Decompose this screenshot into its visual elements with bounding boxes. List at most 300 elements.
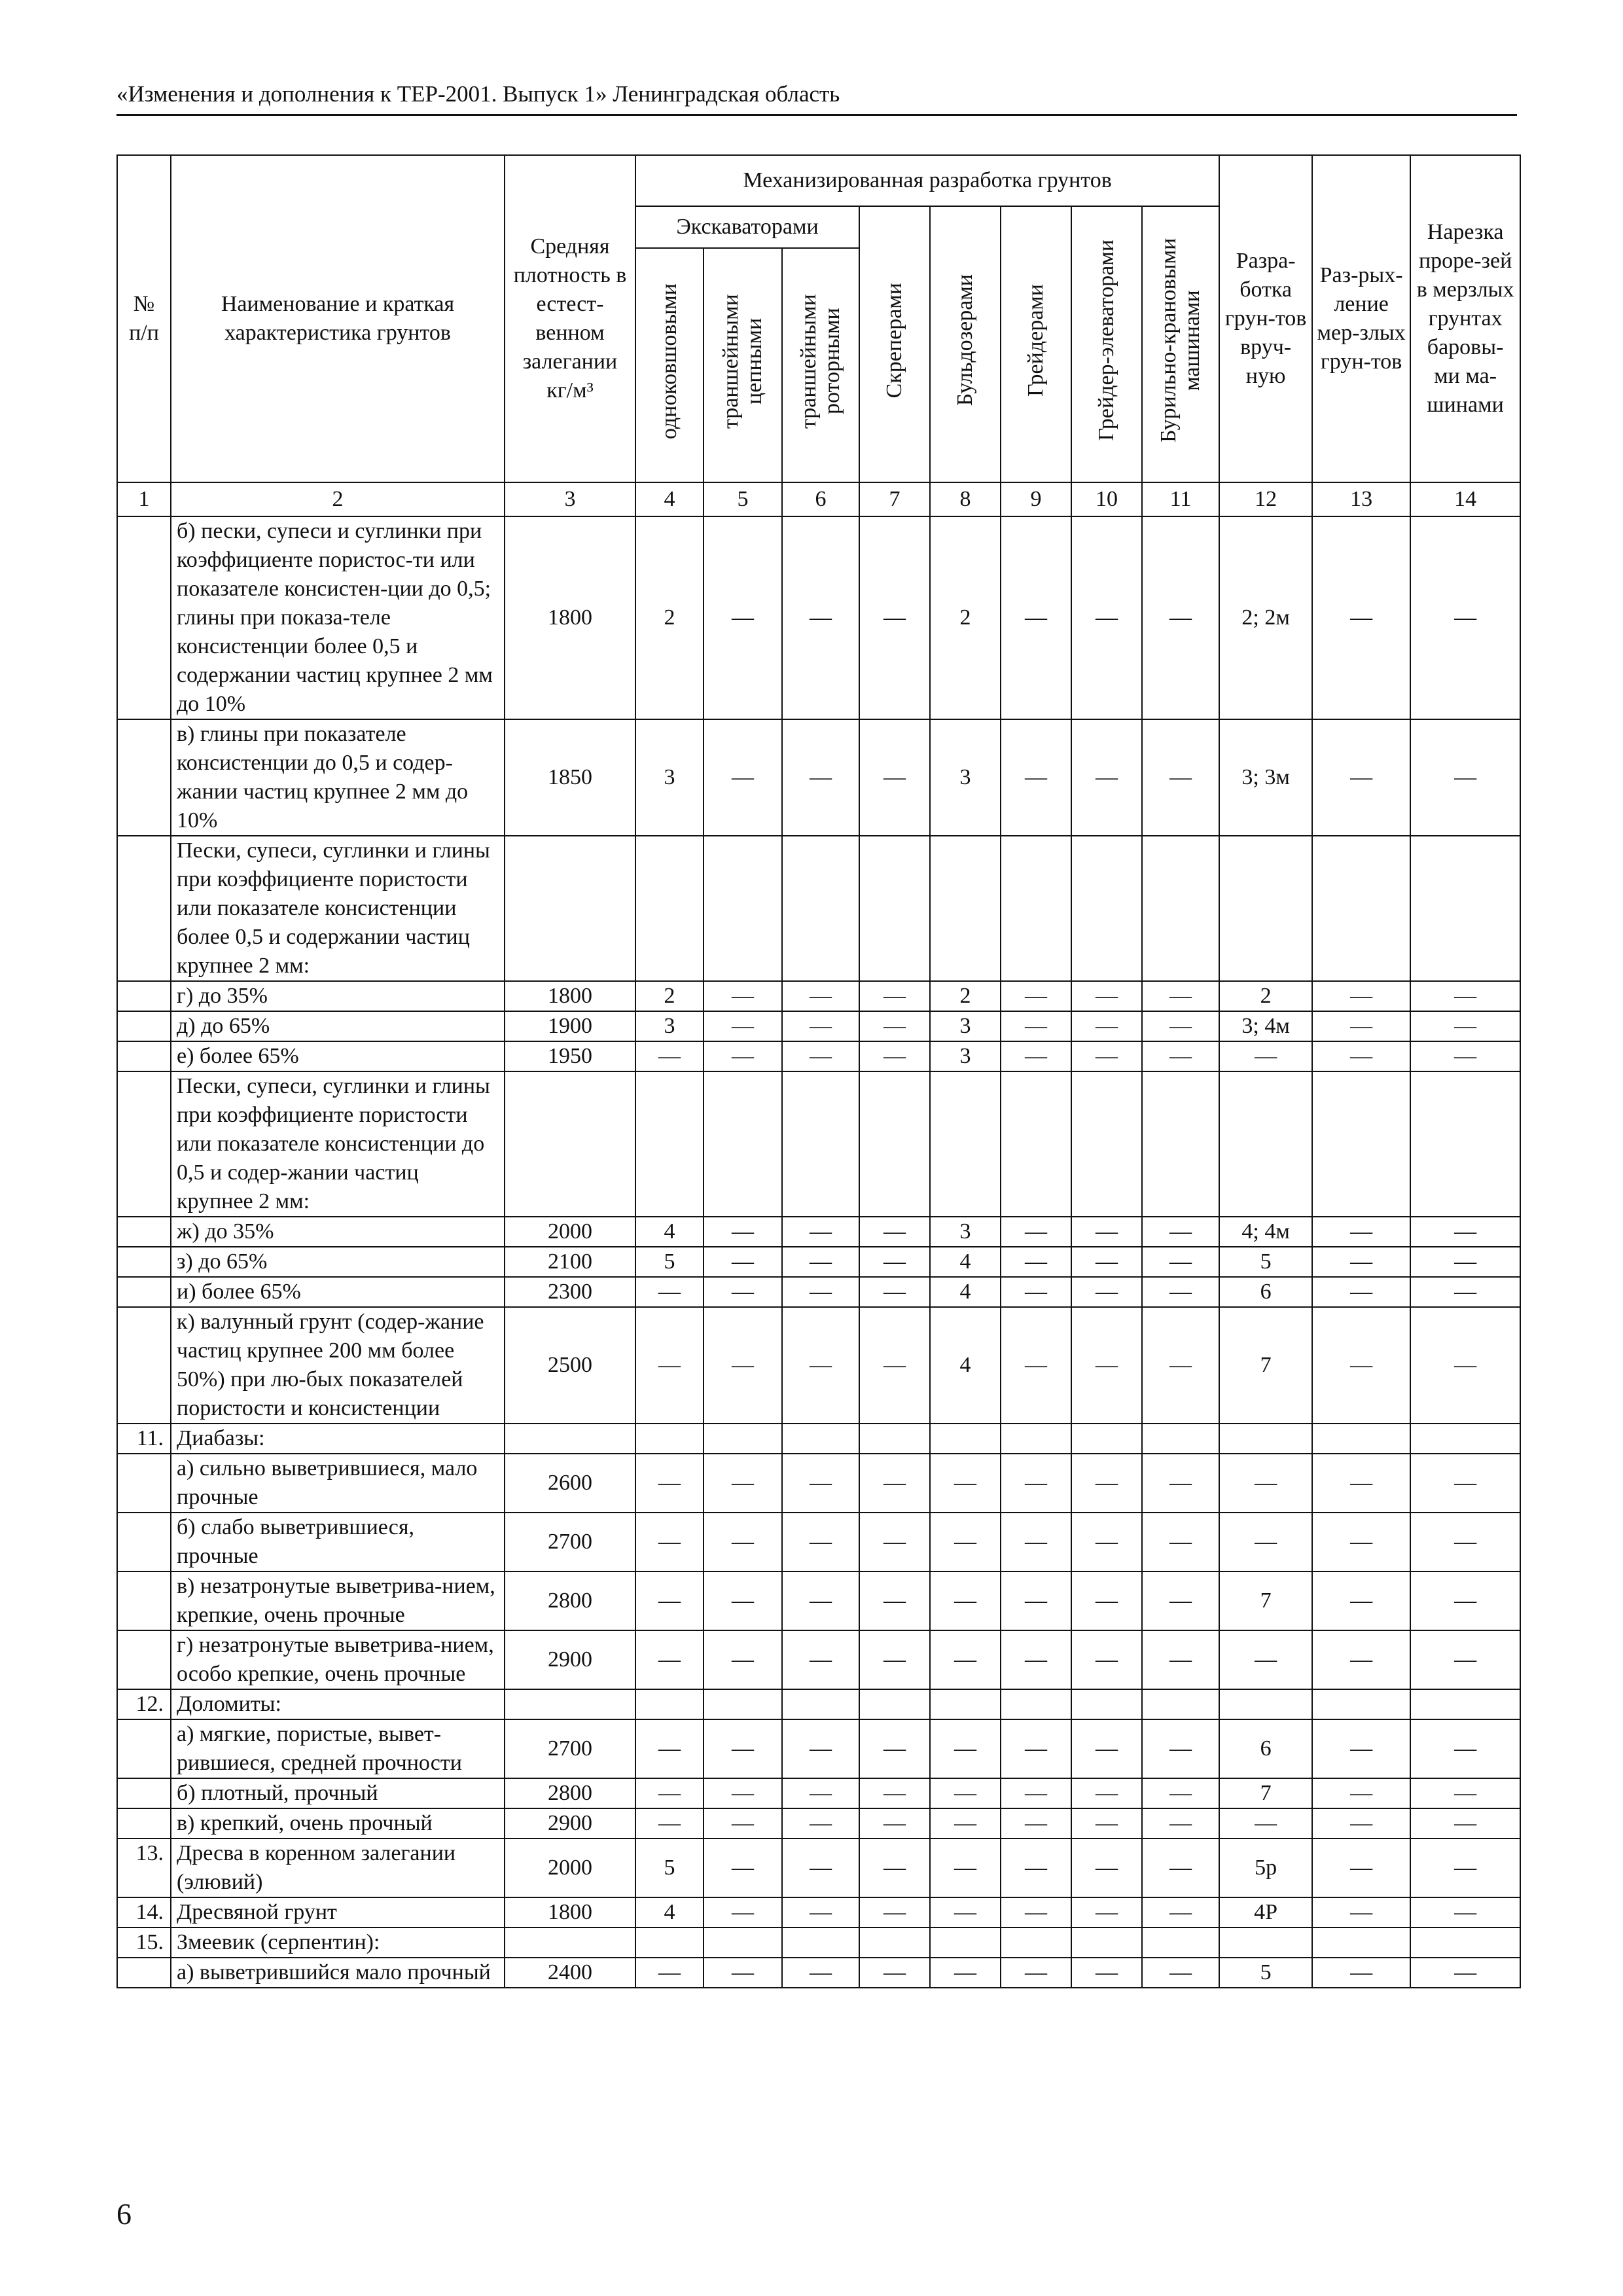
table-cell: —	[782, 1571, 859, 1630]
table-cell: —	[930, 1958, 1001, 1988]
table-cell: —	[782, 1778, 859, 1808]
table-cell: —	[930, 1839, 1001, 1897]
table-row	[117, 1719, 1520, 1778]
table-cell: —	[704, 1719, 782, 1778]
row-number: 14.	[117, 1897, 171, 1928]
table-cell: —	[704, 1247, 782, 1277]
table-cell: —	[704, 516, 782, 719]
soil-description: Змеевик (серпентин):	[171, 1928, 505, 1958]
table-cell: —	[1219, 1513, 1312, 1571]
table-cell: —	[1142, 1839, 1219, 1897]
soil-description: г) незатронутые выветрива-нием, особо крепкие, очень прочные	[171, 1630, 505, 1689]
col-header-density: Средняя плотность в естест-венном залегании кг/м³	[505, 155, 635, 482]
column-number: 4	[635, 482, 704, 516]
table-cell: —	[782, 981, 859, 1011]
table-cell: —	[859, 1011, 930, 1041]
table-row	[117, 1277, 1520, 1307]
soil-classification-table-container	[116, 154, 1520, 1988]
table-cell: —	[704, 1513, 782, 1571]
column-number: 13	[1312, 482, 1410, 516]
table-cell: 2900	[505, 1630, 635, 1689]
row-number	[117, 1808, 171, 1839]
table-cell: —	[704, 1897, 782, 1928]
table-cell: —	[1410, 1041, 1520, 1071]
soil-description: Дресва в коренном залегании (элювий)	[171, 1839, 505, 1897]
table-cell: —	[1071, 1513, 1142, 1571]
table-cell: 4	[635, 1217, 704, 1247]
table-cell: —	[1071, 1897, 1142, 1928]
table-cell: 3	[930, 719, 1001, 836]
table-cell: —	[1312, 1011, 1410, 1041]
table-cell: —	[1071, 1307, 1142, 1424]
table-cell: —	[782, 1247, 859, 1277]
table-cell: —	[635, 1571, 704, 1630]
table-cell	[859, 1689, 930, 1719]
table-cell: —	[1071, 1041, 1142, 1071]
table-cell: 2	[1219, 981, 1312, 1011]
table-cell	[1312, 1689, 1410, 1719]
table-cell: —	[704, 1808, 782, 1839]
soil-description: Пески, супеси, суглинки и глины при коэффициенте пористости или показателе консистенции более 0,5 и содержании частиц крупнее 2 мм:	[171, 836, 505, 981]
table-cell: —	[1312, 1719, 1410, 1778]
soil-description: д) до 65%	[171, 1011, 505, 1041]
table-cell	[704, 1424, 782, 1454]
table-cell: —	[1410, 516, 1520, 719]
table-row	[117, 1217, 1520, 1247]
table-cell: —	[1142, 1454, 1219, 1513]
table-cell: —	[1410, 1513, 1520, 1571]
table-cell: 1950	[505, 1041, 635, 1071]
table-cell: —	[635, 1808, 704, 1839]
column-number: 7	[859, 482, 930, 516]
table-cell: —	[1001, 1277, 1071, 1307]
table-body	[117, 516, 1520, 1988]
col-header-drilling-crane-label: Бурильно-крановыми машинами	[1156, 238, 1205, 443]
table-cell: —	[1001, 516, 1071, 719]
soil-description: ж) до 35%	[171, 1217, 505, 1247]
table-cell: —	[1071, 1719, 1142, 1778]
row-number	[117, 719, 171, 836]
col-header-bulldozers-label: Бульдозерами	[953, 274, 977, 406]
table-cell: —	[859, 1307, 930, 1424]
table-cell: —	[859, 1513, 930, 1571]
row-number	[117, 1719, 171, 1778]
col-header-trench-chain	[704, 248, 782, 482]
table-cell	[1001, 1424, 1071, 1454]
table-cell	[1219, 1928, 1312, 1958]
table-cell: —	[704, 1958, 782, 1988]
table-cell: —	[1410, 1011, 1520, 1041]
table-cell	[704, 1071, 782, 1217]
table-cell: 7	[1219, 1571, 1312, 1630]
row-number	[117, 836, 171, 981]
table-cell: —	[704, 1011, 782, 1041]
table-cell: —	[930, 1719, 1001, 1778]
row-number: 13.	[117, 1839, 171, 1897]
table-cell: —	[1219, 1808, 1312, 1839]
table-cell: —	[1001, 1630, 1071, 1689]
table-cell: —	[1071, 1217, 1142, 1247]
table-cell: 3; 4м	[1219, 1011, 1312, 1041]
table-cell: —	[1142, 1513, 1219, 1571]
table-row	[117, 1689, 1520, 1719]
soil-description: Диабазы:	[171, 1424, 505, 1454]
table-cell: —	[635, 1630, 704, 1689]
table-cell: —	[635, 1454, 704, 1513]
table-cell: 7	[1219, 1778, 1312, 1808]
table-cell: —	[1312, 1630, 1410, 1689]
row-number	[117, 1071, 171, 1217]
table-row	[117, 1071, 1520, 1217]
table-cell	[1410, 1689, 1520, 1719]
table-cell	[1219, 1071, 1312, 1217]
table-cell: —	[1071, 1808, 1142, 1839]
table-cell: —	[1312, 1808, 1410, 1839]
col-header-grader-elevators	[1071, 206, 1142, 482]
col-header-manual: Разра-ботка грун-тов вруч-ную	[1219, 155, 1312, 482]
table-cell: —	[1410, 1217, 1520, 1247]
table-cell: —	[635, 1307, 704, 1424]
table-cell: —	[1071, 516, 1142, 719]
soil-description: б) пески, супеси и суглинки при коэффициенте пористос-ти или показателе консистен-ции до 0,5; глины при показа-теле консистенции более 0,5 и содержании частиц крупнее 2 мм до 10%	[171, 516, 505, 719]
table-cell: —	[859, 1247, 930, 1277]
table-cell: —	[1219, 1630, 1312, 1689]
table-cell	[782, 1424, 859, 1454]
table-cell: —	[1410, 1277, 1520, 1307]
table-cell: —	[1142, 981, 1219, 1011]
table-cell	[704, 1928, 782, 1958]
table-cell	[1410, 1071, 1520, 1217]
table-cell	[1001, 1689, 1071, 1719]
row-number	[117, 1277, 171, 1307]
table-cell: —	[859, 1778, 930, 1808]
table-cell: —	[1312, 1958, 1410, 1988]
table-cell: —	[859, 1217, 930, 1247]
table-cell: —	[1312, 1571, 1410, 1630]
table-cell	[782, 836, 859, 981]
table-cell: —	[704, 1454, 782, 1513]
table-cell: —	[1001, 1778, 1071, 1808]
column-number: 2	[171, 482, 505, 516]
table-cell: 4	[930, 1277, 1001, 1307]
row-number	[117, 1513, 171, 1571]
table-cell: —	[859, 1897, 930, 1928]
table-cell	[859, 1424, 930, 1454]
table-row	[117, 1307, 1520, 1424]
table-cell: —	[704, 1277, 782, 1307]
table-cell: 3; 3м	[1219, 719, 1312, 836]
table-row	[117, 1778, 1520, 1808]
table-row	[117, 1928, 1520, 1958]
table-cell	[635, 836, 704, 981]
table-cell: 2000	[505, 1839, 635, 1897]
table-cell: —	[1142, 516, 1219, 719]
table-cell	[859, 1928, 930, 1958]
soil-description: в) незатронутые выветрива-нием, крепкие, очень прочные	[171, 1571, 505, 1630]
table-cell	[1142, 1071, 1219, 1217]
table-cell	[859, 836, 930, 981]
soil-description: к) валунный грунт (содер-жание частиц крупнее 200 мм более 50%) при лю-бых показателей пористости и консистенции	[171, 1307, 505, 1424]
row-number: 11.	[117, 1424, 171, 1454]
table-cell: —	[1312, 719, 1410, 836]
column-number: 9	[1001, 482, 1071, 516]
table-cell: —	[1142, 1247, 1219, 1277]
table-cell	[782, 1928, 859, 1958]
table-cell: 2500	[505, 1307, 635, 1424]
table-cell: 4; 4м	[1219, 1217, 1312, 1247]
table-cell: 4	[930, 1247, 1001, 1277]
table-cell: —	[782, 516, 859, 719]
table-cell	[1312, 1928, 1410, 1958]
table-cell: —	[782, 719, 859, 836]
table-cell: —	[1142, 1778, 1219, 1808]
soil-description: Доломиты:	[171, 1689, 505, 1719]
table-cell: —	[704, 719, 782, 836]
table-cell: —	[1142, 1719, 1219, 1778]
soil-description: б) плотный, прочный	[171, 1778, 505, 1808]
table-cell: —	[1410, 1630, 1520, 1689]
table-cell: —	[1142, 1808, 1219, 1839]
table-cell: —	[1410, 1839, 1520, 1897]
table-cell: —	[1001, 1958, 1071, 1988]
table-cell	[1410, 836, 1520, 981]
table-cell: —	[1001, 1011, 1071, 1041]
table-cell: 1850	[505, 719, 635, 836]
table-cell: 2300	[505, 1277, 635, 1307]
table-row	[117, 1424, 1520, 1454]
table-cell: 2900	[505, 1808, 635, 1839]
table-cell: —	[1142, 1307, 1219, 1424]
table-cell: —	[1312, 516, 1410, 719]
table-cell: 3	[635, 1011, 704, 1041]
table-cell: 4Р	[1219, 1897, 1312, 1928]
table-cell	[635, 1071, 704, 1217]
table-cell: —	[1001, 1217, 1071, 1247]
table-cell: —	[782, 1041, 859, 1071]
table-cell: —	[859, 1041, 930, 1071]
table-cell: —	[1001, 719, 1071, 836]
table-cell	[1142, 1424, 1219, 1454]
row-number	[117, 981, 171, 1011]
table-cell: 2700	[505, 1719, 635, 1778]
row-number	[117, 1307, 171, 1424]
table-cell	[704, 1689, 782, 1719]
soil-classification-table	[116, 154, 1521, 1988]
column-number: 5	[704, 482, 782, 516]
table-cell: —	[1312, 1778, 1410, 1808]
table-cell: —	[782, 1011, 859, 1041]
table-cell: —	[1071, 1839, 1142, 1897]
col-header-drilling-crane	[1142, 206, 1219, 482]
table-cell	[859, 1071, 930, 1217]
col-header-grader-elevators-label: Грейдер-элеваторами	[1094, 240, 1118, 441]
table-cell: —	[704, 1041, 782, 1071]
table-cell: 2	[635, 516, 704, 719]
soil-description: а) выветрившийся мало прочный	[171, 1958, 505, 1988]
table-cell	[635, 1424, 704, 1454]
soil-description: е) более 65%	[171, 1041, 505, 1071]
col-header-graders	[1001, 206, 1071, 482]
row-number	[117, 1217, 171, 1247]
row-number	[117, 1454, 171, 1513]
table-cell	[1001, 1071, 1071, 1217]
table-cell	[505, 1424, 635, 1454]
table-cell	[1071, 836, 1142, 981]
table-cell: —	[1001, 1307, 1071, 1424]
table-cell: —	[1410, 1454, 1520, 1513]
page-number: 6	[116, 2197, 132, 2231]
table-cell	[505, 1071, 635, 1217]
column-number: 12	[1219, 482, 1312, 516]
table-cell	[1001, 1928, 1071, 1958]
table-cell: 3	[930, 1217, 1001, 1247]
table-cell: —	[1071, 719, 1142, 836]
table-cell: —	[1142, 1041, 1219, 1071]
col-header-single-bucket	[635, 248, 704, 482]
table-cell: 7	[1219, 1307, 1312, 1424]
table-cell: —	[635, 1277, 704, 1307]
table-cell: —	[1410, 1897, 1520, 1928]
table-cell: —	[782, 1808, 859, 1839]
table-cell: —	[1410, 1247, 1520, 1277]
table-cell: —	[1071, 1247, 1142, 1277]
table-cell: —	[704, 1307, 782, 1424]
table-cell: —	[930, 1454, 1001, 1513]
soil-description: в) крепкий, очень прочный	[171, 1808, 505, 1839]
table-cell: —	[782, 1277, 859, 1307]
table-cell: 6	[1219, 1719, 1312, 1778]
column-number: 11	[1142, 482, 1219, 516]
table-cell: —	[930, 1808, 1001, 1839]
col-header-graders-label: Грейдерами	[1024, 284, 1048, 397]
table-cell	[930, 1689, 1001, 1719]
table-cell: —	[859, 1571, 930, 1630]
table-cell: —	[1001, 1897, 1071, 1928]
table-cell: 2800	[505, 1571, 635, 1630]
table-cell: 5	[635, 1247, 704, 1277]
table-cell: —	[859, 516, 930, 719]
table-cell: —	[1001, 1839, 1071, 1897]
table-cell: 2800	[505, 1778, 635, 1808]
table-cell: —	[930, 1571, 1001, 1630]
table-cell: —	[1312, 1041, 1410, 1071]
table-cell: 2	[635, 981, 704, 1011]
table-cell	[635, 1689, 704, 1719]
table-cell: —	[859, 1719, 930, 1778]
table-cell: —	[704, 981, 782, 1011]
table-cell: —	[1142, 1630, 1219, 1689]
table-cell: —	[1142, 1217, 1219, 1247]
col-header-mechanized: Механизированная разработка грунтов	[635, 155, 1219, 206]
table-cell: —	[1410, 719, 1520, 836]
table-cell: 1800	[505, 981, 635, 1011]
col-header-num: № п/п	[117, 155, 171, 482]
soil-description: з) до 65%	[171, 1247, 505, 1277]
table-cell: —	[930, 1897, 1001, 1928]
table-cell: —	[782, 1897, 859, 1928]
table-row	[117, 1041, 1520, 1071]
col-header-excavators: Экскаваторами	[635, 206, 859, 248]
table-row	[117, 516, 1520, 719]
table-cell: 5	[1219, 1958, 1312, 1988]
table-cell: —	[1312, 1277, 1410, 1307]
row-number	[117, 1958, 171, 1988]
column-number: 6	[782, 482, 859, 516]
table-cell: —	[1142, 719, 1219, 836]
table-cell: —	[1312, 1217, 1410, 1247]
table-cell: —	[930, 1513, 1001, 1571]
row-number: 15.	[117, 1928, 171, 1958]
table-cell: —	[782, 1454, 859, 1513]
table-cell: —	[1071, 1454, 1142, 1513]
column-number: 10	[1071, 482, 1142, 516]
column-number: 14	[1410, 482, 1520, 516]
table-cell	[782, 1071, 859, 1217]
col-header-single-bucket-label: одноковшовыми	[657, 283, 681, 440]
table-cell: —	[1312, 1454, 1410, 1513]
table-row	[117, 1808, 1520, 1839]
soil-description: а) сильно выветрившиеся, мало прочные	[171, 1454, 505, 1513]
table-cell: 3	[930, 1011, 1001, 1041]
table-cell: 2; 2м	[1219, 516, 1312, 719]
col-header-trench-rotary	[782, 248, 859, 482]
table-cell: —	[859, 981, 930, 1011]
row-number	[117, 1778, 171, 1808]
table-cell: 5	[1219, 1247, 1312, 1277]
table-cell: —	[859, 1839, 930, 1897]
table-cell: 1900	[505, 1011, 635, 1041]
table-cell: —	[782, 1513, 859, 1571]
table-cell: —	[1410, 1808, 1520, 1839]
table-cell	[1142, 836, 1219, 981]
row-number	[117, 1247, 171, 1277]
table-row	[117, 981, 1520, 1011]
table-cell: —	[782, 1958, 859, 1988]
table-cell	[1312, 1071, 1410, 1217]
table-cell: —	[1071, 1011, 1142, 1041]
table-cell	[930, 1071, 1001, 1217]
row-number	[117, 1041, 171, 1071]
soil-description: и) более 65%	[171, 1277, 505, 1307]
table-cell: 2700	[505, 1513, 635, 1571]
table-row	[117, 1247, 1520, 1277]
table-cell: —	[1071, 1571, 1142, 1630]
table-cell: 2	[930, 981, 1001, 1011]
table-row	[117, 1958, 1520, 1988]
table-cell: —	[1410, 1958, 1520, 1988]
soil-description: б) слабо выветрившиеся, прочные	[171, 1513, 505, 1571]
table-cell: —	[859, 1958, 930, 1988]
table-cell	[782, 1689, 859, 1719]
table-cell: —	[859, 1277, 930, 1307]
table-cell: —	[1142, 1277, 1219, 1307]
table-cell	[1071, 1071, 1142, 1217]
table-cell	[1410, 1424, 1520, 1454]
table-cell: —	[1219, 1041, 1312, 1071]
table-cell	[930, 1928, 1001, 1958]
table-row	[117, 836, 1520, 981]
row-number: 12.	[117, 1689, 171, 1719]
table-cell	[505, 1689, 635, 1719]
col-header-scrapers	[859, 206, 930, 482]
table-cell: —	[782, 1217, 859, 1247]
table-cell: 4	[635, 1897, 704, 1928]
table-cell	[1312, 1424, 1410, 1454]
table-cell: —	[859, 1808, 930, 1839]
table-cell: —	[704, 1839, 782, 1897]
soil-description: а) мягкие, пористые, вывет-рившиеся, средней прочности	[171, 1719, 505, 1778]
table-row	[117, 1513, 1520, 1571]
